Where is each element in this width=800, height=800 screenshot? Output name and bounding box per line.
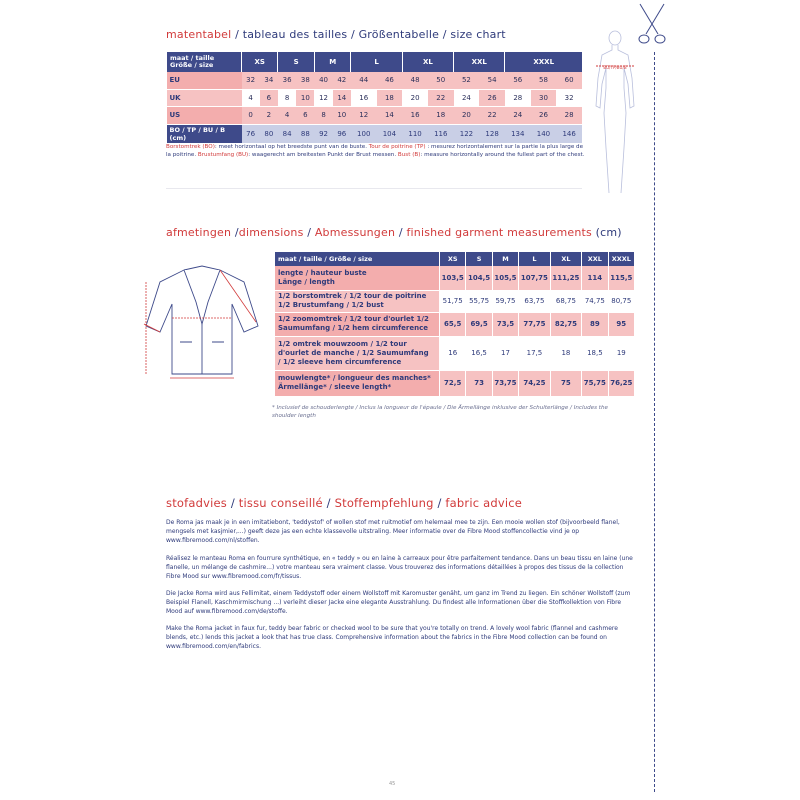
table-cell: 60 [556,72,582,89]
table-cell: 134 [505,124,531,143]
table-cell: 12 [314,89,332,107]
dim-size-xxl: XXL [582,252,608,266]
table-cell: 84 [278,124,296,143]
fabric-paragraph-en: Make the Roma jacket in faux fur, teddy bear fabric or checked wool to be sure that you're totally on trend. A lovely wool fabric (flannel and cashmere blends, etc.) lends this jacket a look that has true class. Comprehensive information about the fabrics in the Fibre Mood collection can be found on www.fibremood.com/en/fabrics. [166,625,618,651]
size-xxxl: XXXL [505,52,582,72]
dim-header-label: maat / taille / Größe / size [275,252,440,266]
dim-row-label: mouwlengte* / longueur des manches* Ärmellänge* / sleeve length* [275,370,440,396]
dim-row-sleeve-length [275,370,635,396]
table-cell: 128 [479,124,505,143]
size-l: L [351,52,402,72]
dim-row-label: 1/2 omtrek mouwzoom / 1/2 tour d'ourlet de manche / 1/2 Saumumfang / 1/2 sleeve hem circumference [275,336,440,370]
dim-row-length [275,266,635,290]
table-cell: 14 [377,107,403,125]
table-cell: 16 [351,89,377,107]
table-cell: 140 [531,124,557,143]
table-cell: 73,75 [492,370,518,396]
table-cell: 58 [531,72,557,89]
dim-size-xl: XL [550,252,582,266]
fabric-title: stofadvies / tissu conseillé / Stoffempfehlung / fabric advice [166,496,523,510]
size-chart-header-row [167,52,583,72]
table-cell: 6 [260,89,278,107]
table-cell: 16 [440,336,466,370]
dim-size-xs: XS [440,252,466,266]
table-row-bust: BO / TP / BU / B (cm) 76 80 84 88 92 96 100 104 110 116 122 128 134 140 146 [167,124,583,143]
table-cell: 107,75 [519,266,551,290]
table-cell: 42 [333,72,351,89]
table-row-eu: EU 32 34 36 38 40 42 44 46 48 50 52 54 56 58 60 [167,72,583,89]
table-cell: 69,5 [466,312,492,336]
table-cell: 80 [260,124,278,143]
fabric-paragraph-nl: De Roma jas maak je in een imitatiebont, 'teddystof' of wollen stof met ruitmotief om helemaal mee te zijn. Een mooie wollen stof (bijvoorbeeld flanel, mengsels met kasjmier,...) geeft deze jas een echte klassevolle uitstraling. Meer informatie over de Fibre Mood stoffencollectie vind je op www.fibremood.com/nl/stoffen. [166,519,620,545]
table-cell: 17,5 [519,336,551,370]
size-xxl: XXL [454,52,505,72]
table-cell: 22 [428,89,454,107]
table-cell: 65,5 [440,312,466,336]
table-row-uk: UK 4 6 8 10 12 14 16 18 20 22 24 26 28 30 32 [167,89,583,107]
fabric-paragraph-de: Die Jacke Roma wird aus Fellimitat, einem Teddystoff oder einem Wollstoff mit Karomuster genäht, um ganz im Trend zu liegen. Ein schöner Wollstoff (zum Beispiel Flanell, Kaschmirmischung ...) verleiht dieser Jacke eine elegante Ausstrahlung. Du findest alle Informationen über die Stoffkollektion von Fibre Mood auf www.fibremood.com/de/stoffe. [166,590,631,616]
table-cell: 18 [550,336,582,370]
table-cell: 105,5 [492,266,518,290]
table-cell: 28 [556,107,582,125]
table-cell: 96 [333,124,351,143]
table-cell: 34 [260,72,278,89]
size-xs: XS [242,52,278,72]
table-cell: 0 [242,107,260,125]
dim-row-label: 1/2 borstomtrek / 1/2 tour de poitrine 1/2 Brustumfang / 1/2 bust [275,290,440,312]
body-figure [584,28,646,198]
table-cell: 59,75 [492,290,518,312]
table-cell: 103,5 [440,266,466,290]
table-cell: 14 [333,89,351,107]
fabric-paragraph-fr: Réalisez le manteau Roma en fourrure synthétique, en « teddy » ou en laine à carreaux pour être parfaitement tendance. Dans un beau tissu en laine (une flanelle, un mélange de cashmire...) votre manteau sera vraiment classe. Vous trouverez des informations détaillées à propos des tissus de la collection Fibre Mood sur www.fibremood.com/fr/tissus. [166,555,633,581]
table-cell: 68,75 [550,290,582,312]
table-cell: 122 [454,124,480,143]
table-cell: 50 [428,72,454,89]
size-chart-title: matentabel / tableau des tailles / Größentabelle / size chart [166,28,506,41]
table-cell: 32 [242,72,260,89]
table-cell: 100 [351,124,377,143]
table-cell: 32 [556,89,582,107]
dim-row-label: lengte / hauteur buste Länge / length [275,266,440,290]
table-cell: 16,5 [466,336,492,370]
dim-size-l: L [519,252,551,266]
table-cell: 18 [377,89,403,107]
table-cell: 4 [242,89,260,107]
table-cell: 12 [351,107,377,125]
table-cell: 20 [454,107,480,125]
dimensions-header-row [275,252,635,266]
dim-row-bust [275,290,635,312]
size-s: S [278,52,314,72]
table-cell: 82,75 [550,312,582,336]
table-cell: 73,5 [492,312,518,336]
bust-measure-note: Borstomtrek (BO): meet horizontaal op het breedste punt van de buste. Tour de poitrine (TP) : mesurez horizontalement sur la partie la plus large de la poitrine. Brustumfang (BU): waagerecht am breitesten Punkt der Brust messen. Bust (B): measure horizontally around the fullest part of the chest. [166,144,585,159]
table-cell: 17 [492,336,518,370]
table-cell: 8 [278,89,296,107]
table-cell: 75,75 [582,370,608,396]
table-cell: 52 [454,72,480,89]
dimensions-title: afmetingen /dimensions / Abmessungen / finished garment measurements (cm) [166,226,622,239]
table-cell: 146 [556,124,582,143]
table-cell: 18 [428,107,454,125]
size-chart-table [166,52,582,144]
table-cell: 20 [402,89,428,107]
dim-row-hem [275,312,635,336]
table-cell: 16 [402,107,428,125]
table-cell: 73 [466,370,492,396]
table-cell: 72,5 [440,370,466,396]
table-cell: 51,75 [440,290,466,312]
table-row-us: US 0 2 4 6 8 10 12 14 16 18 20 22 24 26 28 [167,107,583,125]
size-m: M [314,52,350,72]
table-cell: 24 [454,89,480,107]
dim-size-m: M [492,252,518,266]
table-cell: 80,75 [608,290,634,312]
table-cell: 18,5 [582,336,608,370]
table-cell: 8 [314,107,332,125]
cut-line [654,52,655,792]
body-figure-label: BO/TP/BU/B [603,65,627,70]
table-cell: 4 [278,107,296,125]
dim-row-label: 1/2 zoomomtrek / 1/2 tour d'ourlet 1/2 Saumumfang / 1/2 hem circumference [275,312,440,336]
dim-size-xxxl: XXXL [608,252,634,266]
table-cell: 26 [479,89,505,107]
page-number: 45 [389,781,396,787]
table-cell: 74,75 [582,290,608,312]
table-cell: 75 [550,370,582,396]
table-cell: 110 [402,124,428,143]
table-cell: 54 [479,72,505,89]
table-cell: 89 [582,312,608,336]
table-cell: 77,75 [519,312,551,336]
table-cell: 24 [505,107,531,125]
table-cell: 10 [296,89,314,107]
jacket-drawing [140,262,264,386]
table-cell: 55,75 [466,290,492,312]
table-cell: 111,25 [550,266,582,290]
table-cell: 30 [531,89,557,107]
size-header-label: maat / taille Größe / size [167,52,242,72]
table-cell: 19 [608,336,634,370]
table-cell: 2 [260,107,278,125]
table-cell: 38 [296,72,314,89]
dim-size-s: S [466,252,492,266]
table-cell: 88 [296,124,314,143]
table-cell: 44 [351,72,377,89]
table-cell: 22 [479,107,505,125]
table-cell: 104,5 [466,266,492,290]
table-cell: 63,75 [519,290,551,312]
table-cell: 95 [608,312,634,336]
table-cell: 115,5 [608,266,634,290]
table-cell: 114 [582,266,608,290]
table-cell: 56 [505,72,531,89]
table-cell: 40 [314,72,332,89]
table-cell: 76 [242,124,260,143]
table-cell: 48 [402,72,428,89]
table-cell: 6 [296,107,314,125]
table-cell: 116 [428,124,454,143]
table-cell: 10 [333,107,351,125]
divider [166,188,582,189]
table-cell: 74,25 [519,370,551,396]
table-cell: 28 [505,89,531,107]
table-cell: 92 [314,124,332,143]
table-cell: 104 [377,124,403,143]
dim-row-sleeve-hem [275,336,635,370]
dimensions-footnote: * Inclusief de schouderlengte / Inclus la longueur de l'épaule / Die Ärmellänge inklusive der Schulterlänge / Includes the shoulder length [272,405,608,420]
table-cell: 26 [531,107,557,125]
size-xl: XL [402,52,453,72]
table-cell: 36 [278,72,296,89]
dimensions-table [274,252,634,397]
table-cell: 46 [377,72,403,89]
table-cell: 76,25 [608,370,634,396]
